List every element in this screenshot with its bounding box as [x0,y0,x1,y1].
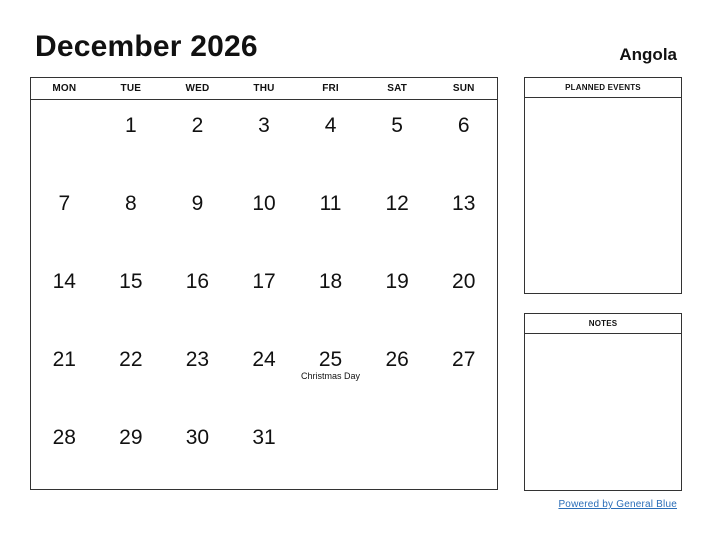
planned-events-title: PLANNED EVENTS [525,78,681,98]
planned-events-panel [524,77,682,294]
day-number: 18 [318,270,343,293]
day-cell [164,100,231,178]
day-number: 27 [452,348,476,371]
day-cell-holiday [297,334,364,412]
day-cell [98,256,165,334]
day-number: 16 [185,270,210,293]
day-cell-empty [364,412,431,490]
notes-title: NOTES [525,314,681,334]
day-cell [164,334,231,412]
day-number: 25 [318,348,343,371]
day-number: 28 [52,426,76,449]
day-cell [430,256,497,334]
day-cell [164,178,231,256]
weekday-sun: SUN [452,83,475,94]
day-cell [31,412,98,490]
day-cell [31,334,98,412]
notes-panel [524,313,682,491]
day-cell [231,412,298,490]
day-number: 24 [252,348,276,371]
day-number: 23 [185,348,210,371]
day-cell [31,256,98,334]
day-number: 4 [324,114,337,137]
weekday-header-row [31,78,497,100]
day-cell [98,178,165,256]
weekday-fri: FRI [322,83,339,94]
day-number: 30 [185,426,210,449]
powered-by-link[interactable]: Powered by General Blue [558,499,677,510]
day-cell-empty [31,100,98,178]
day-cell [164,412,231,490]
day-number: 2 [191,114,204,137]
day-number: 5 [391,114,403,137]
day-cell [31,178,98,256]
day-number: 11 [319,192,342,215]
weekday-wed: WED [185,83,210,94]
day-cell [98,412,165,490]
day-number: 7 [58,192,71,215]
day-number: 21 [52,348,76,371]
day-number: 22 [119,348,143,371]
weekday-tue: TUE [120,83,142,94]
day-cell [430,334,497,412]
weekday-thu: THU [253,83,275,94]
holiday-label: Christmas Day [301,371,361,381]
day-cell [98,334,165,412]
day-cell [364,334,431,412]
day-number: 19 [385,270,409,293]
day-cell-empty [297,412,364,490]
day-cell [430,100,497,178]
day-number: 31 [252,426,276,449]
day-number: 8 [125,192,137,215]
day-number: 1 [125,114,137,137]
calendar-grid [31,100,497,490]
day-cell [297,100,364,178]
day-cell [164,256,231,334]
country-label: Angola [619,45,677,64]
day-cell [364,256,431,334]
day-number: 17 [252,270,276,293]
day-number: 14 [52,270,76,293]
day-number: 10 [252,192,276,215]
day-cell [430,178,497,256]
page-title: December 2026 [35,30,258,63]
day-cell [364,100,431,178]
day-cell [98,100,165,178]
day-cell [231,334,298,412]
day-cell [231,100,298,178]
month-calendar [30,77,498,490]
day-cell [364,178,431,256]
weekday-mon: MON [52,83,77,94]
day-number: 15 [119,270,143,293]
day-number: 9 [191,192,204,215]
day-number: 20 [452,270,476,293]
day-cell [231,178,298,256]
day-cell-empty [430,412,497,490]
day-number: 26 [385,348,409,371]
day-number: 3 [258,114,270,137]
weekday-sat: SAT [387,83,408,94]
day-cell [297,256,364,334]
day-cell [231,256,298,334]
day-cell [297,178,364,256]
day-number: 12 [385,192,409,215]
day-number: 6 [457,114,470,137]
day-number: 13 [452,192,476,215]
day-number: 29 [119,426,143,449]
